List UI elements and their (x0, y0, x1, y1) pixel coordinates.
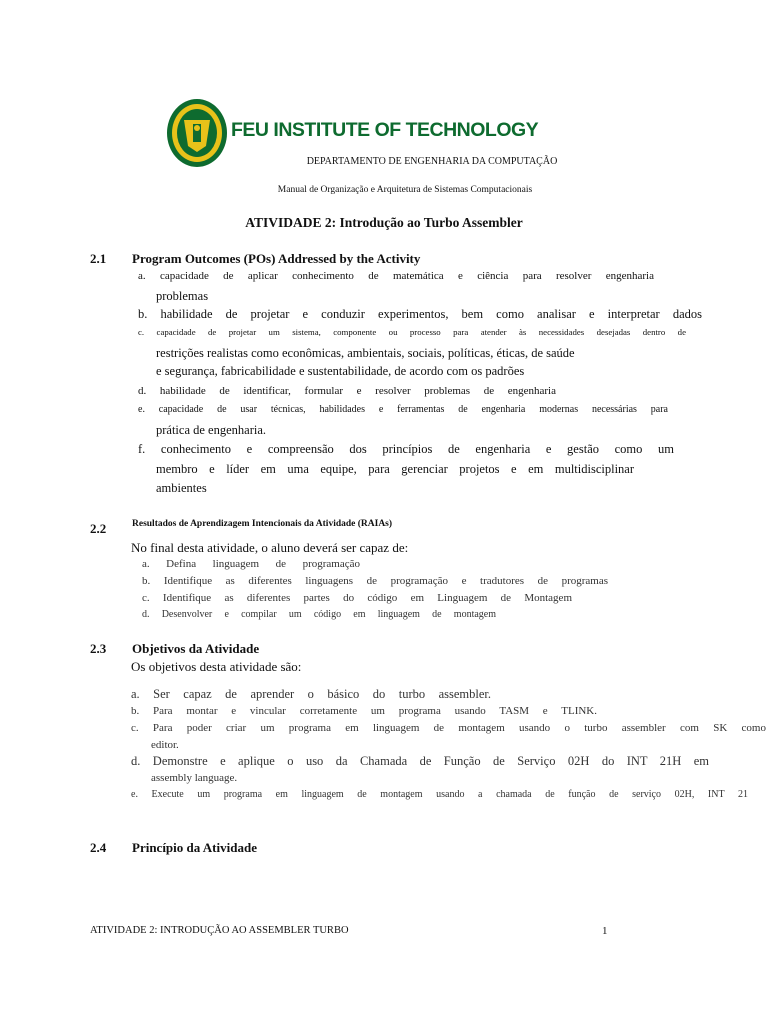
institution-name: FEU INSTITUTE OF TECHNOLOGY (231, 119, 539, 141)
objective-c-line-2: editor. (151, 739, 179, 751)
raia-a: a. Defina linguagem de programação (142, 558, 360, 570)
po-f-line-1: f. conhecimento e compreensão dos princípios de engenharia e gestão como um (138, 442, 674, 456)
po-c-line-3: e segurança, fabricabilidade e sustentabilidade, de acordo com os padrões (156, 364, 525, 378)
po-c-line-2: restrições realistas como econômicas, ambientais, sociais, políticas, éticas, de saúde (156, 346, 575, 360)
objective-c-line-1: c. Para poder criar um programa em linguagem de montagem usando o turbo assembler com SK como (131, 722, 766, 734)
activity-title: ATIVIDADE 2: Introdução ao Turbo Assembler (245, 215, 523, 230)
raia-d: d. Desenvolver e compilar um código em linguagem de montagem (142, 609, 496, 620)
po-e-line-2: prática de engenharia. (156, 423, 267, 437)
objective-d-line-2: assembly language. (151, 772, 238, 784)
raia-c: c. Identifique as diferentes partes do código em Linguagem de Montagem (142, 592, 572, 604)
objectives-intro: Os objetivos desta atividade são: (131, 659, 302, 674)
raia-intro: No final desta atividade, o aluno deverá ser capaz de: (131, 540, 409, 555)
raia-b: b. Identifique as diferentes linguagens de programação e tradutores de programas (142, 575, 608, 587)
po-a-line-2: problemas (156, 289, 209, 303)
section-number-2-3: 2.3 (90, 641, 107, 656)
po-f-line-2: membro e líder em uma equipe, para gerenciar projetos e em multidisciplinar (156, 462, 634, 476)
section-number-2-2: 2.2 (90, 521, 107, 536)
section-title-2-1: Program Outcomes (POs) Addressed by the Activity (132, 251, 421, 266)
objective-b: b. Para montar e vincular corretamente um programa usando TASM e TLINK. (131, 705, 597, 717)
section-title-2-2: Resultados de Aprendizagem Intencionais da Atividade (RAIAs) (132, 519, 393, 529)
section-title-2-4: Princípio da Atividade (132, 840, 257, 855)
objective-e: e. Execute um programa em linguagem de montagem usando a chamada de função de serviço 02H, INT 21 (131, 789, 748, 800)
objective-a: a. Ser capaz de aprender o básico do turbo assembler. (131, 687, 491, 701)
section-number-2-4: 2.4 (90, 840, 107, 855)
section-number-2-1: 2.1 (90, 251, 107, 266)
objective-d-line-1: d. Demonstre e aplique o uso da Chamada de Função de Serviço 02H do INT 21H em (131, 754, 709, 768)
po-f-line-3: ambientes (156, 481, 207, 495)
po-e-line-1: e. capacidade de usar técnicas, habilidades e ferramentas de engenharia modernas necessárias para (138, 404, 668, 415)
manual-title: Manual de Organização e Arquitetura de Sistemas Computacionais (277, 185, 533, 195)
po-a-line-1: a. capacidade de aplicar conhecimento de matemática e ciência para resolver engenharia (138, 270, 654, 282)
po-b-line-1: b. habilidade de projetar e conduzir experimentos, bem como analisar e interpretar dados (138, 307, 702, 321)
department-name: DEPARTAMENTO DE ENGENHARIA DA COMPUTAÇÃO (306, 156, 558, 167)
po-c-line-1: c. capacidade de projetar um sistema, componente ou processo para atender às necessidades desejadas dentro de (138, 327, 686, 337)
po-d-line-1: d. habilidade de identificar, formular e resolver problemas de engenharia (138, 385, 556, 397)
footer-title: ATIVIDADE 2: INTRODUÇÃO AO ASSEMBLER TURBO (90, 925, 349, 936)
section-title-2-3: Objetivos da Atividade (132, 641, 260, 656)
page-number: 1 (602, 925, 608, 937)
